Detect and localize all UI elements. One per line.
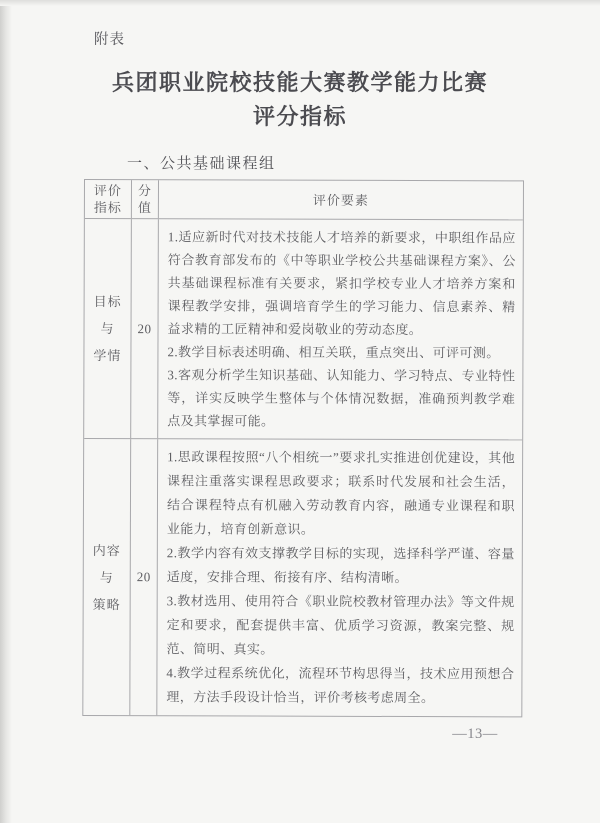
header-points [132, 180, 159, 218]
document-title-line2: 评分指标 [252, 104, 347, 129]
evaluation-element: 3.客观分析学生知识基础、认知能力、学习特点、专业特性等，详实反映学生整体与个体情况数据，准确预判教学难点及其掌握可能。 [167, 367, 516, 429]
table-header-row [85, 180, 523, 220]
evaluation-element: 1.思政课程按照“八个相统一”要求扎实推进创优建设，其他课程注重落实课程思政要求；联系时代发展和社会生活，结合课程特点有机融入劳动教育内容，融通专业课程和职业能力，培育创新意识。 [166, 449, 516, 537]
points-value: 20 [136, 569, 151, 585]
header-elements-label: 评价要素 [312, 192, 369, 208]
appendix-label: 附表 [94, 32, 125, 48]
header-points-line1: 分 [137, 183, 152, 199]
header-indicator-line2: 指标 [93, 200, 122, 216]
page-number: —13— [452, 726, 498, 742]
evaluation-element: 2.教学目标表述明确、相互关联，重点突出、可评可测。 [167, 344, 500, 361]
indicator-line: 策略 [92, 596, 121, 612]
evaluation-element: 4.教学过程系统优化，流程环节构思得当，技术应用预想合理，方法手段设计恰当，评价考核考虑周全。 [166, 665, 515, 706]
scan-top-edge-shadow [0, 0, 600, 6]
header-elements [159, 180, 523, 219]
elements-cell [158, 219, 523, 439]
header-indicator [85, 180, 132, 218]
indicator-line: 学情 [93, 348, 122, 364]
document-title [0, 66, 600, 134]
table-row-content-strategy [83, 439, 522, 716]
indicator-cell-goals-learning [84, 219, 132, 438]
evaluation-element: 3.教材选用、使用符合《职业院校教材管理办法》等文件规定和要求，配套提供丰富、优质学习资源，教案完整、规范、简明、真实。 [166, 593, 515, 657]
points-cell [131, 219, 159, 438]
points-value: 20 [137, 320, 152, 336]
scoring-table [82, 179, 524, 717]
section-heading: 一、公共基础课程组 [127, 156, 276, 172]
indicator-line: 目标 [93, 294, 122, 310]
indicator-line: 与 [100, 321, 115, 337]
document-title-line1: 兵团职业院校技能大赛教学能力比赛 [111, 70, 488, 95]
elements-cell [157, 439, 522, 716]
evaluation-element: 1.适应新时代对技术技能人才培养的新要求，中职组作品应符合教育部发布的《中等职业学校公共基础课程方案》、公共基础课程标准有关要求，紧扣学校专业人才培养方案和课程教学安排，强调培育学生的学习能力、信息素养、精益求精的工匠精神和爱岗敬业的劳动态度。 [167, 229, 516, 338]
table-row-goals-learning [84, 219, 523, 440]
points-cell [130, 439, 158, 715]
indicator-line: 内容 [92, 542, 121, 558]
indicator-cell-content-strategy [83, 439, 131, 715]
header-points-line2: 值 [137, 200, 152, 216]
evaluation-element: 2.教学内容有效支撑教学目标的实现，选择科学严谨、容量适度，安排合理、衔接有序、结构清晰。 [166, 545, 515, 586]
header-indicator-line1: 评价 [93, 183, 122, 199]
indicator-line: 与 [99, 569, 114, 585]
